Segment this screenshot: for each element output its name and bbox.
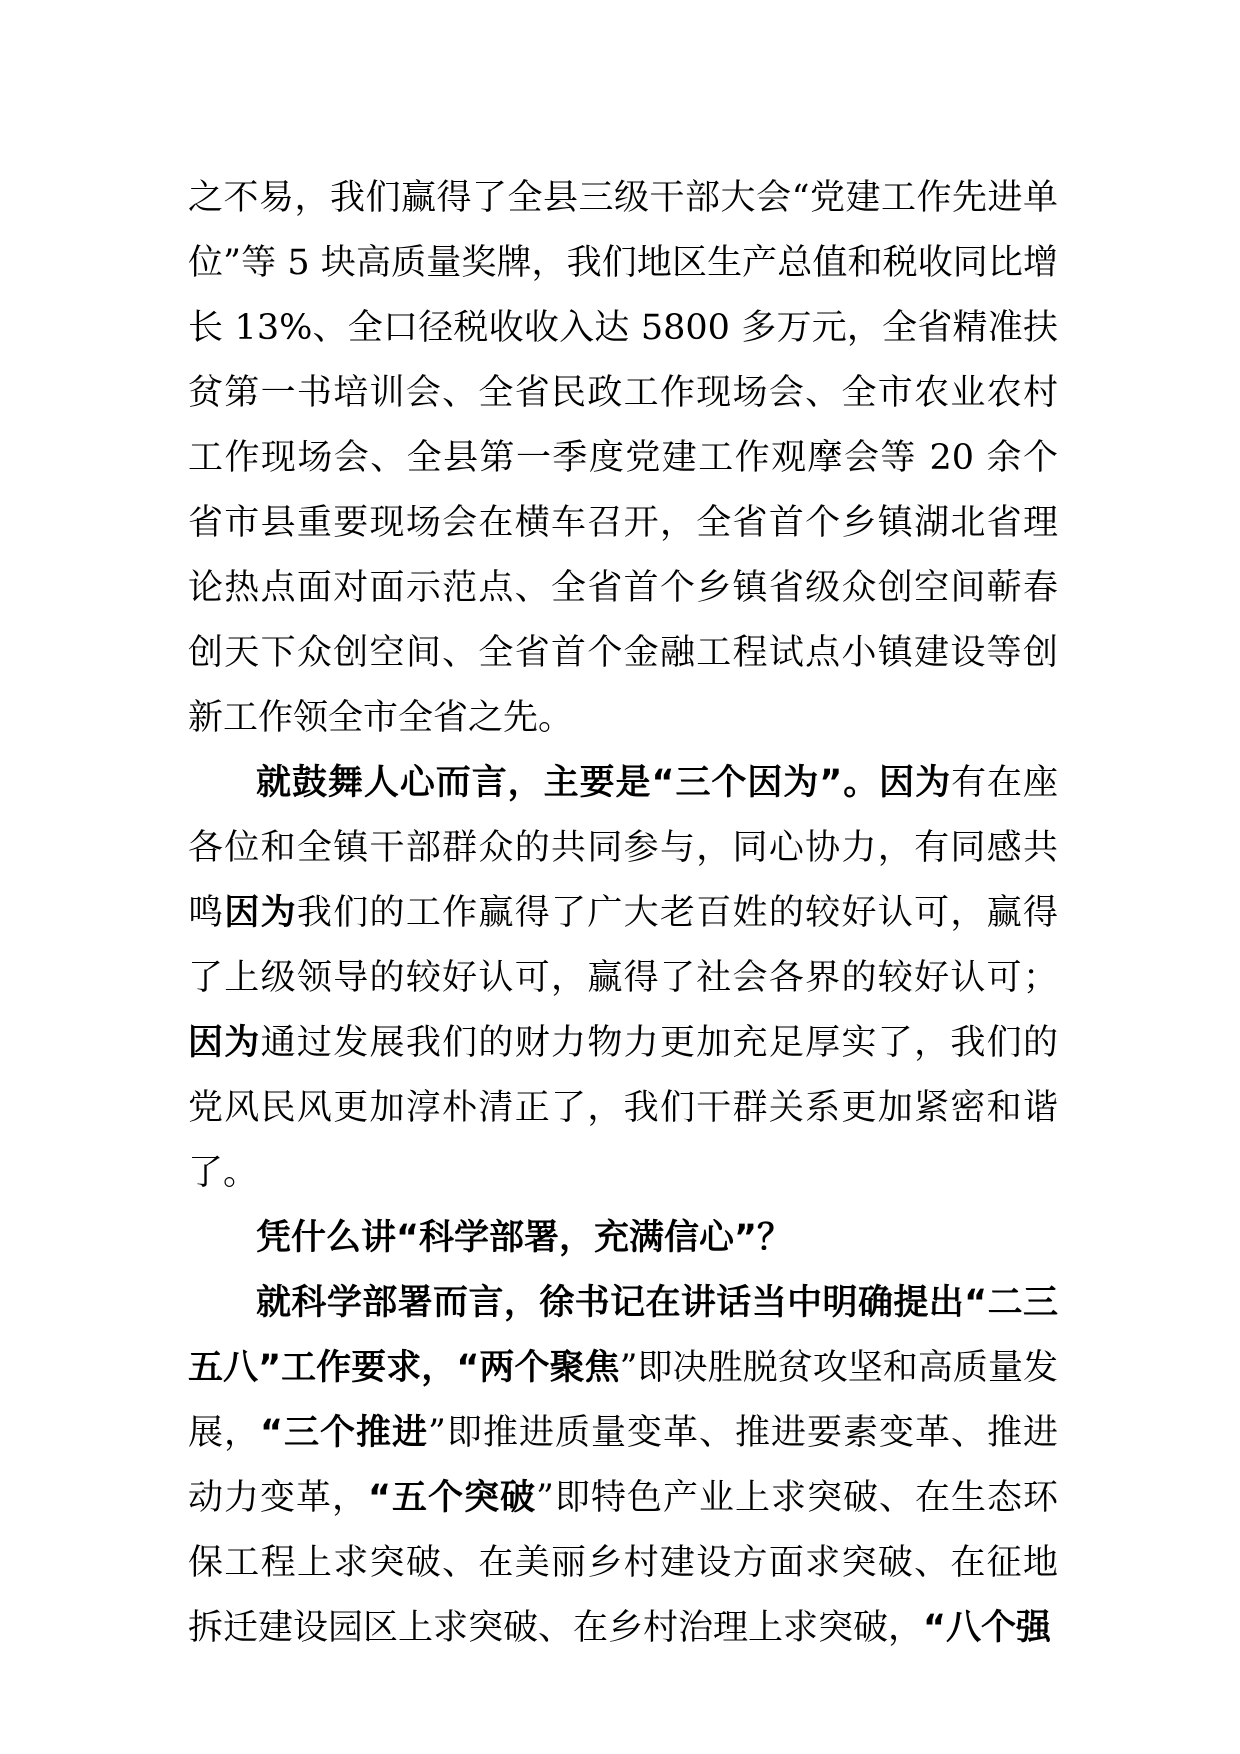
bold-text-segment: 凭什么讲“科学部署，充满信心”？: [256, 1218, 793, 1258]
text-segment: 通过发展我们的财力物力更加充足厚实了，我们的党风民风更加淳朴清正了，我们干群关系更加紧密和谐了。: [188, 1023, 1058, 1193]
bold-text-segment: 因为: [224, 893, 297, 933]
text-segment: ”即推进质量变革、推进要素变革、推进动力变革，: [188, 1413, 1058, 1518]
paragraph: [188, 1206, 1058, 1271]
paragraph: [188, 751, 1058, 1206]
text-segment: 之不易，我们赢得了全县三级干部大会“党建工作先进单位”等 5 块高质量奖牌，我们地区生产总值和税收同比增长 13%、全口径税收收入达 5800 多万元，全省精准扶贫第一书培训会、全省民政工作现场会、全市农业农村工作现场会、全县第一季度党建工作观摩会等 20 余个省市县重要现场会在横车召开，全省首个乡镇湖北省理论热点面对面示范点、全省首个乡镇省级众创空间蕲春创天下众创空间、全省首个金融工程试点小镇建设等创新工作领全市全省之先。: [188, 178, 1058, 738]
bold-text-segment: “三个推进: [260, 1413, 429, 1453]
text-segment: ”即决胜脱贫攻坚和高质量发展，: [188, 1348, 1058, 1453]
body-text: [188, 166, 1058, 1661]
text-segment: ”即特色产业上求突破、在生态环保工程上求突破、在美丽乡村建设方面求突破、在征地拆迁建设园区上求突破、在乡村治理上求突破，: [188, 1478, 1058, 1648]
bold-text-segment: “五个突破: [368, 1478, 537, 1518]
bold-text-segment: 就鼓舞人心而言，主要是“三个因为”。因为: [256, 763, 952, 803]
bold-text-segment: 就科学部署而言，徐书记在讲话当中明确提出“二三五八”工作要求，“两个聚焦: [188, 1283, 1058, 1388]
text-segment: 有在座各位和全镇干部群众的共同参与，同心协力，有同感共鸣: [188, 763, 1058, 933]
paragraph: [188, 1271, 1058, 1661]
text-segment: 我们的工作赢得了广大老百姓的较好认可，赢得了上级领导的较好认可，赢得了社会各界的较好认可；: [188, 893, 1058, 998]
bold-text-segment: “八个强: [923, 1608, 1052, 1648]
paragraph: [188, 166, 1058, 751]
bold-text-segment: 因为: [188, 1023, 261, 1063]
